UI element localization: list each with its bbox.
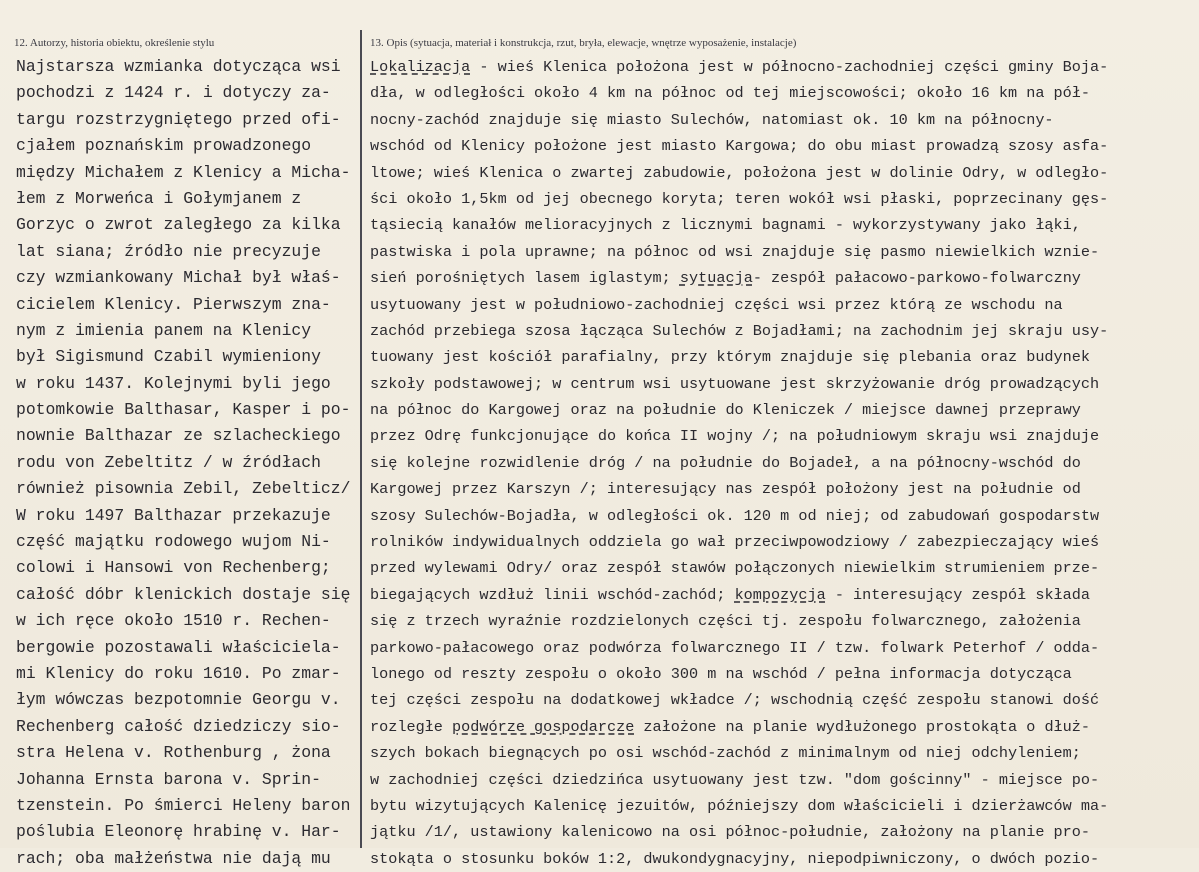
text-segment: - interesujący zespół składa bbox=[825, 585, 1091, 604]
text-line: Gorzyc o zwrot zaległego za kilka bbox=[16, 215, 341, 235]
text-line bbox=[370, 265, 1192, 291]
section-13-header: 13. Opis (sytuacja, materiał i konstrukcja, rzut, bryła, elewacje, wnętrze wyposażenie, instalacje) bbox=[370, 37, 797, 49]
text-line bbox=[370, 793, 1192, 819]
text-segment: - zespół pałacowo-parkowo-folwarczny bbox=[752, 269, 1081, 288]
text-line bbox=[370, 714, 1192, 740]
text-segment: jątku /1/, ustawiony kalenicowo na osi północ-południe, założony na planie pro- bbox=[370, 823, 1091, 842]
text-line bbox=[370, 54, 1192, 80]
text-line: colowi i Hansowi von Rechenberg; bbox=[16, 558, 331, 578]
text-line bbox=[370, 371, 1192, 397]
text-line bbox=[370, 819, 1192, 845]
text-segment: pastwiska i pola uprawne; na północ od wsi znajduje się pasmo niewielkich wznie- bbox=[370, 242, 1100, 261]
text-segment: w zachodniej części dziedzińca usytuowany jest tzw. "dom gościnny" - miejsce po- bbox=[370, 770, 1100, 789]
text-segment: bytu wizytujących Kalenicę jezuitów, późniejszy dom właścicieli i dzierżawców ma- bbox=[370, 796, 1109, 815]
text-line bbox=[370, 344, 1192, 370]
description-column bbox=[370, 54, 1192, 872]
text-line: bergowie pozostawali właściciela- bbox=[16, 637, 341, 657]
text-line: tzenstein. Po śmierci Heleny baron bbox=[16, 795, 351, 815]
text-line bbox=[370, 476, 1192, 502]
text-line bbox=[370, 767, 1192, 793]
text-line bbox=[370, 503, 1192, 529]
text-line bbox=[370, 318, 1192, 344]
text-line bbox=[370, 397, 1192, 423]
text-line: Najstarsza wzmianka dotycząca wsi bbox=[16, 57, 341, 76]
text-line: czy wzmiankowany Michał był właś- bbox=[16, 268, 341, 288]
text-line: rodu von Zebeltitz / w źródłach bbox=[16, 452, 321, 472]
text-segment: na północ do Kargowej oraz na południe do Kleniczek / miejsce dawnej przeprawy bbox=[370, 401, 1081, 420]
text-segment: nocny-zachód znajduje się miasto Sulechów, natomiast ok. 10 km na północny- bbox=[370, 110, 1054, 129]
text-line: lat siana; źródło nie precyzuje bbox=[16, 241, 321, 261]
text-segment: tej części zespołu na dodatkowej wkładce /; wschodnią część zespołu stanowi dość bbox=[370, 691, 1100, 710]
text-line bbox=[370, 107, 1192, 133]
text-line bbox=[370, 608, 1192, 634]
text-segment: szkoły podstawowej; w centrum wsi usytuowane jest skrzyżowanie dróg prowadzących bbox=[370, 374, 1100, 393]
text-line bbox=[370, 80, 1192, 106]
text-segment: lonego od reszty zespołu o około 300 m na wschód / pełna informacja dotycząca bbox=[370, 664, 1072, 683]
text-line: część majątku rodowego wujom Ni- bbox=[16, 532, 331, 552]
text-line bbox=[370, 846, 1192, 872]
text-line bbox=[370, 239, 1192, 265]
text-segment: się kolejne rozwidlenie dróg / na południe do Bojadeł, a na północny-wschód do bbox=[370, 453, 1081, 472]
text-line: stra Helena v. Rothenburg , żona bbox=[16, 743, 331, 763]
text-line: cicielem Klenicy. Pierwszym zna- bbox=[16, 294, 331, 314]
text-line: również pisownia Zebil, Zebelticz/ bbox=[16, 479, 351, 499]
text-line bbox=[370, 635, 1192, 661]
text-line: pochodzi z 1424 r. i dotyczy za- bbox=[16, 83, 331, 103]
text-line: nym z imienia panem na Klenicy bbox=[16, 320, 312, 340]
text-line bbox=[370, 423, 1192, 449]
text-line bbox=[370, 582, 1192, 608]
text-segment: założone na planie wydłużonego prostokąta o dłuż- bbox=[634, 717, 1091, 736]
text-line: mi Klenicy do roku 1610. Po zmar- bbox=[16, 663, 341, 683]
underlined-heading: sytuacja bbox=[679, 269, 753, 288]
text-line bbox=[370, 292, 1192, 318]
text-line: całość dóbr klenickich dostaje się bbox=[16, 584, 351, 604]
text-segment: sień porośniętych lasem iglastym; bbox=[370, 269, 680, 288]
history-column bbox=[16, 54, 356, 872]
text-line: cjałem poznańskim prowadzonego bbox=[16, 136, 312, 156]
text-segment: zachód przebiega szosa łącząca Sulechów z Bojadłami; na zachodnim jej skraju usy- bbox=[370, 321, 1109, 340]
text-line: w ich ręce około 1510 r. Rechen- bbox=[16, 611, 331, 631]
text-line: łem z Morweńca i Gołymjanem z bbox=[16, 188, 302, 208]
text-line: targu rozstrzygniętego przed ofi- bbox=[16, 109, 341, 129]
text-segment: szosy Sulechów-Bojadła, w odległości ok. 120 m od niej; od zabudowań gospodarstw bbox=[370, 506, 1100, 525]
text-line bbox=[370, 160, 1192, 186]
text-line bbox=[370, 450, 1192, 476]
text-segment: dła, w odległości około 4 km na północ od tej miejscowości; około 16 km na pół- bbox=[370, 84, 1091, 103]
underlined-heading: Lokalizacja bbox=[370, 58, 471, 76]
text-line: Johanna Ernsta barona v. Sprin- bbox=[16, 769, 321, 789]
text-line: był Sigismund Czabil wymieniony bbox=[16, 347, 321, 367]
text-segment: ści około 1,5km od jej obecnego koryta; teren wokół wsi płaski, poprzecinany gęs- bbox=[370, 189, 1109, 208]
text-line bbox=[370, 133, 1192, 159]
text-segment: przed wylewami Odry/ oraz zespół stawów połączonych niewielkim strumieniem prze- bbox=[370, 559, 1100, 578]
text-line: nownie Balthazar ze szlacheckiego bbox=[16, 426, 341, 446]
text-segment: biegających wzdłuż linii wschód-zachód; bbox=[370, 585, 735, 604]
text-line: między Michałem z Klenicy a Micha- bbox=[16, 162, 351, 182]
text-segment: - wieś Klenica położona jest w północno-zachodniej części gminy Boja- bbox=[470, 58, 1109, 76]
text-segment: tąsiecią kanałów melioracyjnych z licznymi bagnami - wykorzystywany jako łąki, bbox=[370, 216, 1081, 235]
text-segment: wschód od Klenicy położone jest miasto Kargowa; do obu miast prowadzą szosy asfa- bbox=[370, 137, 1109, 156]
text-line: Rechenberg całość dziedziczy sio- bbox=[16, 716, 341, 736]
text-segment: ltowe; wieś Klenica o zwartej zabudowie, położona jest w dolinie Odry, w odległo- bbox=[370, 163, 1109, 182]
text-line bbox=[370, 687, 1192, 713]
text-line bbox=[370, 740, 1192, 766]
text-segment: Kargowej przez Karszyn /; interesujący nas zespół położony jest na południe od bbox=[370, 480, 1081, 499]
text-line: łym wówczas bezpotomnie Georgu v. bbox=[16, 690, 341, 710]
text-segment: szych bokach biegnących po osi wschód-zachód z minimalnym od niej odchyleniem; bbox=[370, 744, 1081, 763]
text-line bbox=[370, 661, 1192, 687]
column-divider bbox=[360, 30, 362, 848]
text-segment: tuowany jest kościół parafialny, przy którym znajduje się plebania oraz budynek bbox=[370, 348, 1091, 367]
text-segment: parkowo-pałacowego oraz podwórza folwarcznego II / tzw. folwark Peterhof / odda- bbox=[370, 638, 1100, 657]
text-segment: rozległe bbox=[370, 717, 453, 736]
text-segment: przez Odrę funkcjonujące do końca II wojny /; na południowym skraju wsi znajduje bbox=[370, 427, 1100, 446]
text-segment: rolników indywidualnych oddziela go wał przeciwpowodziowy / zabezpieczający wieś bbox=[370, 533, 1100, 552]
text-segment: stokąta o stosunku boków 1:2, dwukondygnacyjny, niepodpiwniczony, o dwóch pozio- bbox=[370, 849, 1100, 868]
text-line bbox=[370, 529, 1192, 555]
text-line: rach; oba małżeństwa nie dają mu bbox=[16, 848, 331, 868]
underlined-heading: kompozycja bbox=[734, 585, 826, 604]
text-segment: usytuowany jest w południowo-zachodniej części wsi przez którą ze wschodu na bbox=[370, 295, 1063, 314]
text-line: poślubia Eleonorę hrabinę v. Har- bbox=[16, 822, 341, 842]
text-line bbox=[370, 186, 1192, 212]
text-line: w roku 1437. Kolejnymi byli jego bbox=[16, 373, 331, 393]
text-line bbox=[370, 212, 1192, 238]
text-line: potomkowie Balthasar, Kasper i po- bbox=[16, 400, 351, 420]
underlined-heading: podwórze gospodarcze bbox=[452, 717, 635, 736]
text-line bbox=[370, 555, 1192, 581]
section-12-header: 12. Autorzy, historia obiektu, określenie stylu bbox=[14, 37, 215, 49]
text-line: W roku 1497 Balthazar przekazuje bbox=[16, 505, 331, 525]
text-segment: się z trzech wyraźnie rozdzielonych części tj. zespołu folwarcznego, założenia bbox=[370, 612, 1081, 631]
